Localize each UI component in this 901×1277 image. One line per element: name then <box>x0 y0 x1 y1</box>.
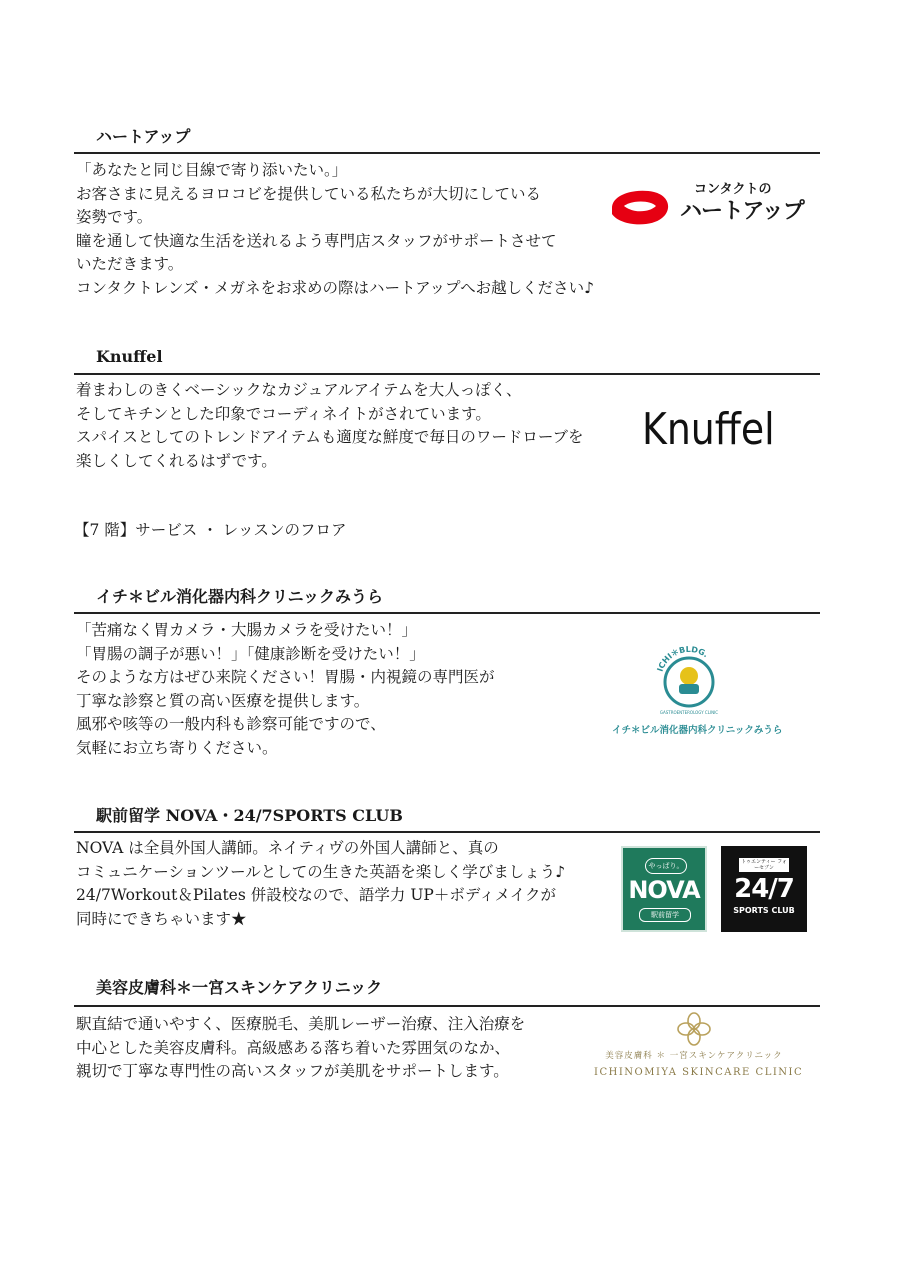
skincare-logo <box>594 1012 804 1084</box>
sports-club-logo-tag: トゥエンティー フォーセブン <box>739 858 789 872</box>
body-line: そしてキチンとした印象でコーディネイトがされています。 <box>76 404 491 423</box>
knuffel-logo: Knuffel <box>642 404 775 455</box>
floor-label: 【7 階】サービス ・ レッスンのフロア <box>74 521 347 539</box>
emblem-arc-text: ICHI＊BLDG. <box>655 644 710 673</box>
clinic-emblem-icon <box>649 640 729 720</box>
sports-club-logo <box>721 846 807 932</box>
body-line: コンタクトレンズ・メガネをお求めの際はハートアップへお越しください♪ <box>76 278 595 297</box>
skincare-logo-jp: 美容皮膚科 ＊ 一宮スキンケアクリニック <box>605 1051 783 1061</box>
section-body-knuffel <box>76 379 584 473</box>
nova-logo-tag: 駅前留学 <box>639 908 691 922</box>
section-body-nova <box>76 837 565 931</box>
body-line: 駅直結で通いやすく、医療脱毛、美肌レーザー治療、注入治療を <box>76 1015 526 1033</box>
emblem-sub-text: GASTROENTEROLOGY CLINIC <box>659 710 719 715</box>
section-divider <box>74 1005 820 1007</box>
heartup-logo-top-text: コンタクトの <box>694 182 772 197</box>
section-title-heartup: ハートアップ <box>96 127 191 146</box>
body-line: 気軽にお立ち寄りください。 <box>76 738 278 757</box>
body-line: そのような方はぜひ来院ください！胃腸・内視鏡の専門医が <box>76 668 495 687</box>
body-line: 風邪や咳等の一般内科も診察可能ですので、 <box>76 715 386 734</box>
body-line: 親切で丁寧な専門性の高いスタッフが美肌をサポートします。 <box>76 1062 509 1081</box>
body-line: 楽しくしてくれるはずです。 <box>76 451 277 470</box>
section-body-heartup <box>76 159 594 301</box>
body-line: 丁寧な診察と質の高い医療を提供します。 <box>76 691 370 710</box>
body-line: 着まわしのきくベーシックなカジュアルアイテムを大人っぽく、 <box>76 381 522 399</box>
heartup-logo <box>606 180 806 230</box>
section-divider <box>74 373 820 375</box>
body-line: NOVA は全員外国人講師。ネイティヴの外国人講師と、真の <box>76 839 499 857</box>
body-line: コミュニケーションツールとしての生きた英語を楽しく学びましょう♪ <box>76 862 566 881</box>
body-line: 「胃腸の調子が悪い！」「健康診断を受けたい！」 <box>76 644 425 663</box>
body-line: 中心とした美容皮膚科。高級感ある落ち着いた雰囲気のなか、 <box>76 1038 511 1057</box>
body-line: 24/7Workout＆Pilates 併設校なので、語学力 UP＋ボディメイクが <box>76 886 556 905</box>
nova-logo-name: NOVA <box>628 876 700 904</box>
section-title-ichibldg: イチ＊ビル消化器内科クリニックみうら <box>96 587 384 606</box>
nova-logo-bubble: やっぱり。 <box>645 858 687 874</box>
heartup-logo-main-text: ハートアップ <box>680 199 804 224</box>
section-body-ichibldg <box>76 619 495 761</box>
body-line: 瞳を通して快適な生活を送れるよう専門店スタッフがサポートさせて <box>76 231 557 250</box>
ichibldg-logo-caption: イチ＊ビル消化器内科クリニックみうら <box>612 725 783 736</box>
sports-club-logo-sub: SPORTS CLUB <box>733 906 795 915</box>
body-line: 同時にできちゃいます★ <box>76 909 247 928</box>
body-line: 「苦痛なく胃カメラ・大腸カメラを受けたい！」 <box>76 621 418 639</box>
skincare-logo-en: ICHINOMIYA SKINCARE CLINIC <box>594 1067 804 1078</box>
section-title-nova: 駅前留学 NOVA・24/7SPORTS CLUB <box>96 806 403 825</box>
section-title-skincare: 美容皮膚科＊一宮スキンケアクリニック <box>96 978 383 997</box>
heart-swoosh-icon <box>606 184 676 230</box>
body-line: お客さまに見えるヨロコビを提供している私たちが大切にしている <box>76 184 542 203</box>
section-body-skincare <box>76 1013 525 1084</box>
section-divider <box>74 831 820 833</box>
body-line: スパイスとしてのトレンドアイテムも適度な鮮度で毎日のワードローブを <box>76 428 584 447</box>
ichibldg-logo <box>608 640 783 740</box>
section-divider <box>74 612 820 614</box>
section-divider <box>74 152 820 154</box>
section-title-knuffel: Knuffel <box>96 347 163 366</box>
nova-logo <box>621 846 707 932</box>
body-line: 「あなたと同じ目線で寄り添いたい。」 <box>76 161 348 179</box>
flower-emblem-icon <box>674 1012 714 1046</box>
body-line: 姿勢です。 <box>76 208 153 227</box>
sports-club-logo-name: 24/7 <box>734 874 794 904</box>
body-line: いただきます。 <box>76 255 184 274</box>
